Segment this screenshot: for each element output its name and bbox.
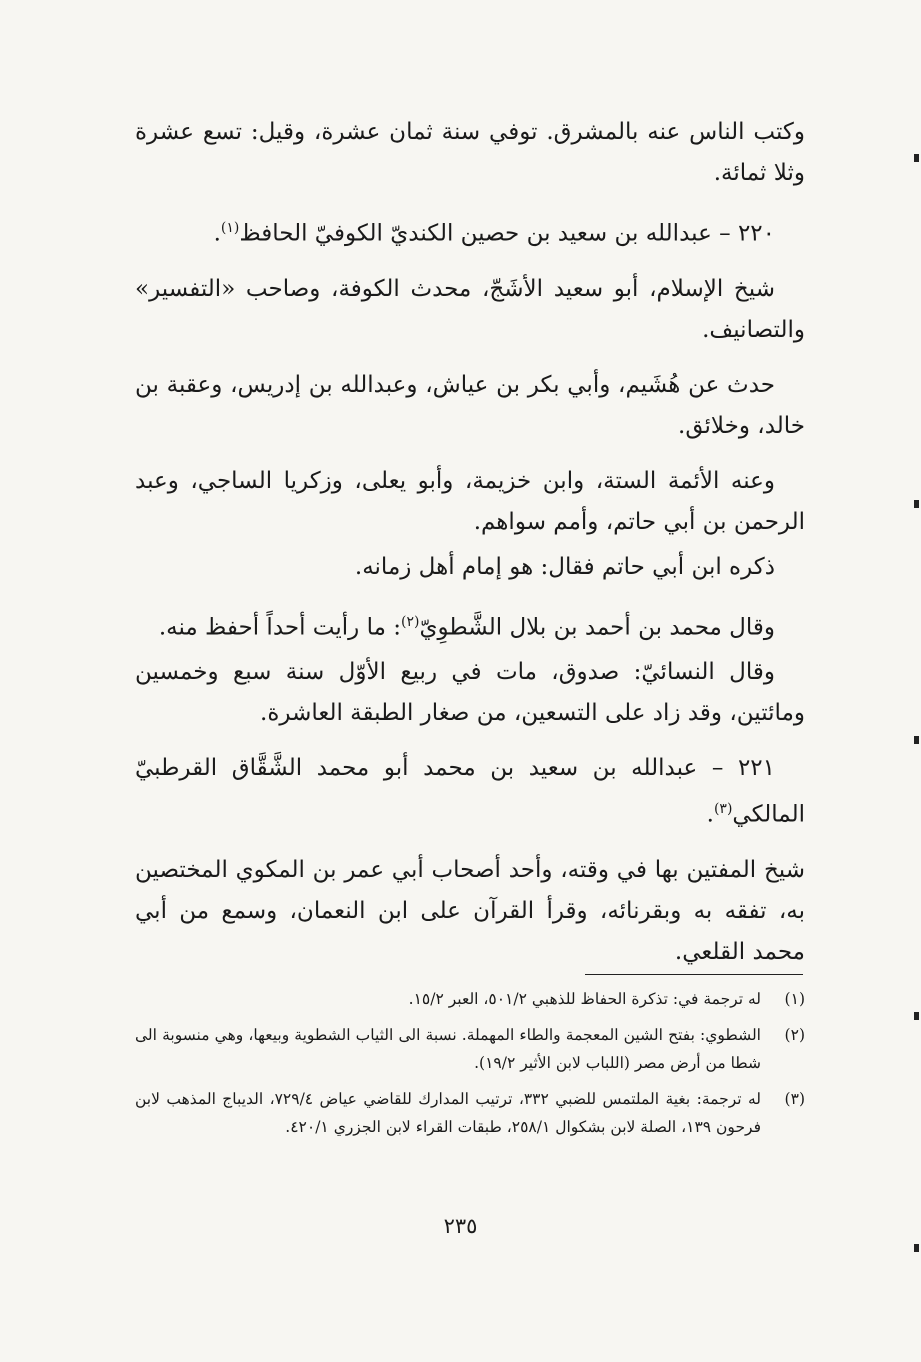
paragraph: وعنه الأئمة الستة، وابن خزيمة، وأبو يعلى، وزكريا الساجي، وعبد الرحمن بن أبي حاتم، وأمم سواهم. — [135, 467, 805, 535]
entry-title: ٢٢٠ – عبدالله بن سعيد بن حصين الكنديّ الكوفيّ الحافظ — [239, 220, 775, 247]
entry-221-heading: ٢٢١ – عبدالله بن سعيد بن محمد أبو محمد الشَّقَّاق القرطبيّ المالكي$^{(٣)}$. — [135, 755, 805, 828]
footnote — [135, 985, 805, 1013]
footnote-divider — [585, 974, 803, 975]
edge-mark — [914, 1012, 919, 1020]
paragraph-start: وقال محمد بن أحمد بن بلال الشَّطوِيّ — [419, 614, 775, 641]
edge-mark — [914, 154, 919, 162]
footnote-text: له ترجمة: بغية الملتمس للضبي ٣٣٢، ترتيب المدارك للقاضي عياض ٧٢٩/٤، الديباج المذهب لابن فرحون ١٣٩، الصلة لابن بشكوال ٢٥٨/١، طبقات القراء لابن الجزري ٤٢٠/١. — [135, 1090, 762, 1136]
footnote-ref: (١) — [220, 220, 240, 236]
page-number: ٢٣٥ — [443, 1214, 478, 1238]
paragraph-end: : ما رأيت أحداً أحفظ منه. — [158, 614, 401, 641]
entry-220-heading: ٢٢٠ – عبدالله بن سعيد بن حصين الكنديّ الكوفيّ الحافظ$^{(١)}$. — [213, 220, 775, 247]
main-text — [135, 112, 805, 987]
paragraph — [135, 602, 805, 649]
paragraph: حدث عن هُشَيم، وأبي بكر بن عياش، وعبدالله بن إدريس، وعقبة بن خالد، وخلائق. — [135, 371, 805, 439]
paragraph: وكتب الناس عنه بالمشرق. توفي سنة ثمان عشرة، وقيل: تسع عشرة وثلا ثمائة. — [135, 119, 805, 186]
footnote-number: (١) — [784, 990, 805, 1008]
footnote-number: (٢) — [784, 1026, 805, 1044]
paragraph: وقال النسائيّ: صدوق، مات في ربيع الأوّل سنة سبع وخمسين ومائتين، وقد زاد على التسعين، من صغار الطبقة العاشرة. — [135, 659, 805, 727]
entry-title: ٢٢١ – عبدالله بن سعيد بن محمد أبو محمد الشَّقَّاق القرطبيّ المالكي — [135, 755, 805, 828]
edge-mark — [914, 500, 919, 508]
footnotes — [135, 985, 805, 1149]
footnote-ref: (٣) — [713, 801, 733, 818]
footnote-text: له ترجمة في: تذكرة الحفاظ للذهبي ٥٠١/٢، العبر ١٥/٢. — [408, 990, 761, 1008]
paragraph: شيخ الإسلام، أبو سعيد الأشَجّ، محدث الكوفة، وصاحب «التفسير» والتصانيف. — [135, 275, 805, 343]
footnote-text: الشطوي: بفتح الشين المعجمة والطاء المهملة. نسبة الى الثياب الشطوية وبيعها، وهي منسوبة الى شطا من أرض مصر (اللباب لابن الأثير ١٩/٢). — [135, 1026, 761, 1072]
paragraph: شيخ المفتين بها في وقته، وأحد أصحاب أبي عمر بن المكوي المختصين به، تفقه به وبقرنائه، وقرأ القرآن على ابن النعمان، وسمع من أبي محمد القلعي. — [135, 856, 805, 965]
footnote — [135, 1085, 805, 1141]
paragraph: ذكره ابن أبي حاتم فقال: هو إمام أهل زمانه. — [354, 553, 775, 580]
edge-mark — [914, 1244, 919, 1252]
footnote-ref: (٢) — [401, 613, 420, 630]
edge-mark — [914, 736, 919, 744]
footnote — [135, 1021, 805, 1077]
footnote-number: (٣) — [784, 1090, 805, 1108]
